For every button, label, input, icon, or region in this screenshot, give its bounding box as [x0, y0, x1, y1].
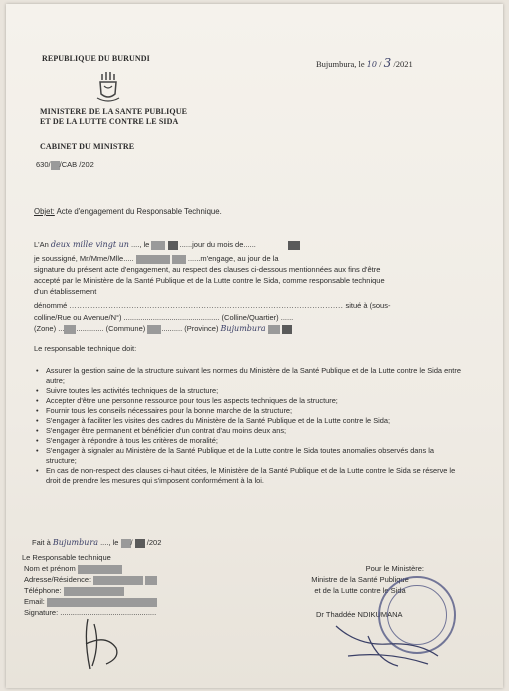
duty-item: • S'engager à répondre à tous les critères de moralité; — [34, 436, 464, 446]
reference-prefix: 630/ — [36, 160, 51, 169]
handwritten-year: deux mille vingt un — [50, 240, 129, 249]
duty-item: • En cas de non-respect des clauses ci-haut citées, le Ministère de la Santé Publique et de la Lutte contre le Sida se réserve le droit de prendre les mesures qui s'imposent conformément à la loi. — [34, 466, 464, 486]
redaction — [64, 325, 76, 334]
body-line-5: d'un établissement — [34, 287, 97, 296]
minister-for: Pour le Ministère: — [365, 564, 424, 573]
duty-item: • S'engager à signaler au Ministère de la Santé Publique et de la Lutte contre le Sida toutes anomalies observés dans la structure; — [34, 446, 464, 466]
redaction — [147, 325, 161, 334]
body-text: (Zone) — [34, 324, 57, 333]
body-line-6: dénommé .......................................................................................................... situé à (sous- — [34, 301, 391, 310]
body-text: (Commune) — [105, 324, 146, 333]
body-text: (Colline/Quartier) — [221, 313, 279, 322]
duties-intro: Le responsable technique doit: — [34, 344, 137, 353]
body-text: ......m'engage, au jour de la — [187, 254, 279, 263]
field-label: Nom et prénom — [24, 564, 76, 573]
date-month: 3 — [383, 56, 392, 70]
date-day: 10 — [366, 60, 377, 69]
minister-title-line-1: Ministre de la Santé Publique — [311, 575, 409, 584]
redaction — [282, 325, 292, 334]
subject-line — [34, 207, 222, 216]
redaction — [136, 255, 170, 264]
fait-year: /202 — [146, 538, 162, 547]
body-text: colline/Rue ou Avenue/N°) — [34, 313, 122, 322]
cabinet-heading: CABINET DU MINISTRE — [40, 142, 135, 151]
document-page — [6, 4, 503, 688]
redaction — [64, 587, 124, 596]
body-text: je soussigné, Mr/Mme/Mlle..... — [34, 254, 134, 263]
duty-item: • Fournir tous les conseils nécessaires pour la bonne marche de la structure; — [34, 406, 464, 416]
subject-text: Acte d'engagement du Responsable Technique. — [56, 207, 222, 216]
body-line-8: (Zone) ... ............. (Commune) .......... (Province) Bujumbura — [34, 324, 292, 334]
redaction — [135, 539, 145, 548]
fait-line: Fait à Bujumbura ...., le / /202 — [32, 538, 162, 547]
body-line-1 — [34, 240, 300, 250]
place-date: Bujumbura, le 10 / 3 /2021 — [316, 56, 413, 70]
redaction — [172, 255, 186, 264]
reference-number — [36, 160, 94, 170]
redaction — [47, 598, 157, 607]
field-label: Adresse/Résidence: — [24, 575, 92, 584]
body-line-4: accepté par le Ministère de la Santé Publique et de la Lutte contre le Sida, comme responsable technique — [34, 276, 385, 285]
body-text: ...., le — [130, 240, 150, 249]
redaction — [151, 241, 165, 250]
ministry-line-2: ET DE LA LUTTE CONTRE LE SIDA — [40, 117, 179, 126]
minister-title-line-2: et de la Lutte contre le Sida — [314, 586, 406, 595]
field-telephone — [24, 586, 124, 596]
republic-heading: REPUBLIQUE DU BURUNDI — [42, 54, 150, 63]
fait-date-label: ...., le — [100, 538, 119, 547]
coat-of-arms-icon — [94, 70, 124, 109]
duty-item: • S'engager être permanent et bénéficier d'un contrat d'au moins deux ans; — [34, 426, 464, 436]
redaction — [145, 576, 157, 585]
reference-suffix: /CAB /202 — [59, 160, 94, 169]
redaction — [288, 241, 300, 250]
body-text: dénommé — [34, 301, 68, 310]
duty-item: • Accepter d'être une personne ressource pour tous les aspects techniques de la structure; — [34, 396, 464, 406]
body-text: (Province) — [184, 324, 219, 333]
body-line-3: signature du présent acte d'engagement, au respect des clauses ci-dessous mentionnées aux fins d'être — [34, 265, 381, 274]
body-text: ......jour du mois de...... — [179, 240, 256, 249]
field-label: Email: — [24, 597, 45, 606]
field-adresse — [24, 575, 157, 585]
fait-label: Fait à — [32, 538, 51, 547]
duty-item: • S'engager à faciliter les visites des cadres du Ministère de la Santé Publique et de la Lutte contre le Sida; — [34, 416, 464, 426]
duty-item: • Suivre toutes les activités techniques de la structure; — [34, 386, 464, 396]
date-year: /2021 — [393, 59, 413, 69]
body-text: L'An — [34, 240, 49, 249]
place-date-label: Bujumbura, le — [316, 59, 365, 69]
subject-label: Objet: — [34, 207, 55, 216]
redaction — [268, 325, 280, 334]
body-text: situé à (sous- — [345, 301, 391, 310]
field-label: Signature: — [24, 608, 59, 617]
responsable-title: Le Responsable technique — [22, 553, 111, 562]
redaction — [93, 576, 143, 585]
body-line-7: colline/Rue ou Avenue/N°) .............................................. (Colline/Quartier) ...... — [34, 313, 294, 322]
redaction — [78, 565, 122, 574]
duties-list — [34, 366, 464, 486]
responsable-signature-icon — [76, 614, 146, 679]
minister-signature-icon — [328, 616, 448, 681]
redaction — [168, 241, 178, 250]
field-email — [24, 597, 157, 607]
redaction — [51, 161, 60, 170]
body-line-2 — [34, 254, 279, 264]
minister-name: Dr Thaddée NDIKUMANA — [316, 610, 403, 619]
redaction — [121, 539, 131, 548]
field-nom — [24, 564, 122, 574]
field-signature: Signature: .............................................. — [24, 608, 157, 617]
field-label: Téléphone: — [24, 586, 62, 595]
handwritten-province: Bujumbura — [220, 324, 266, 333]
ministry-line-1: MINISTERE DE LA SANTE PUBLIQUE — [40, 107, 188, 116]
duty-item: • Assurer la gestion saine de la structure suivant les normes du Ministère de la Santé Publique et de la Lutte contre le Sida entre autre; — [34, 366, 464, 386]
handwritten-place: Bujumbura — [52, 538, 98, 547]
